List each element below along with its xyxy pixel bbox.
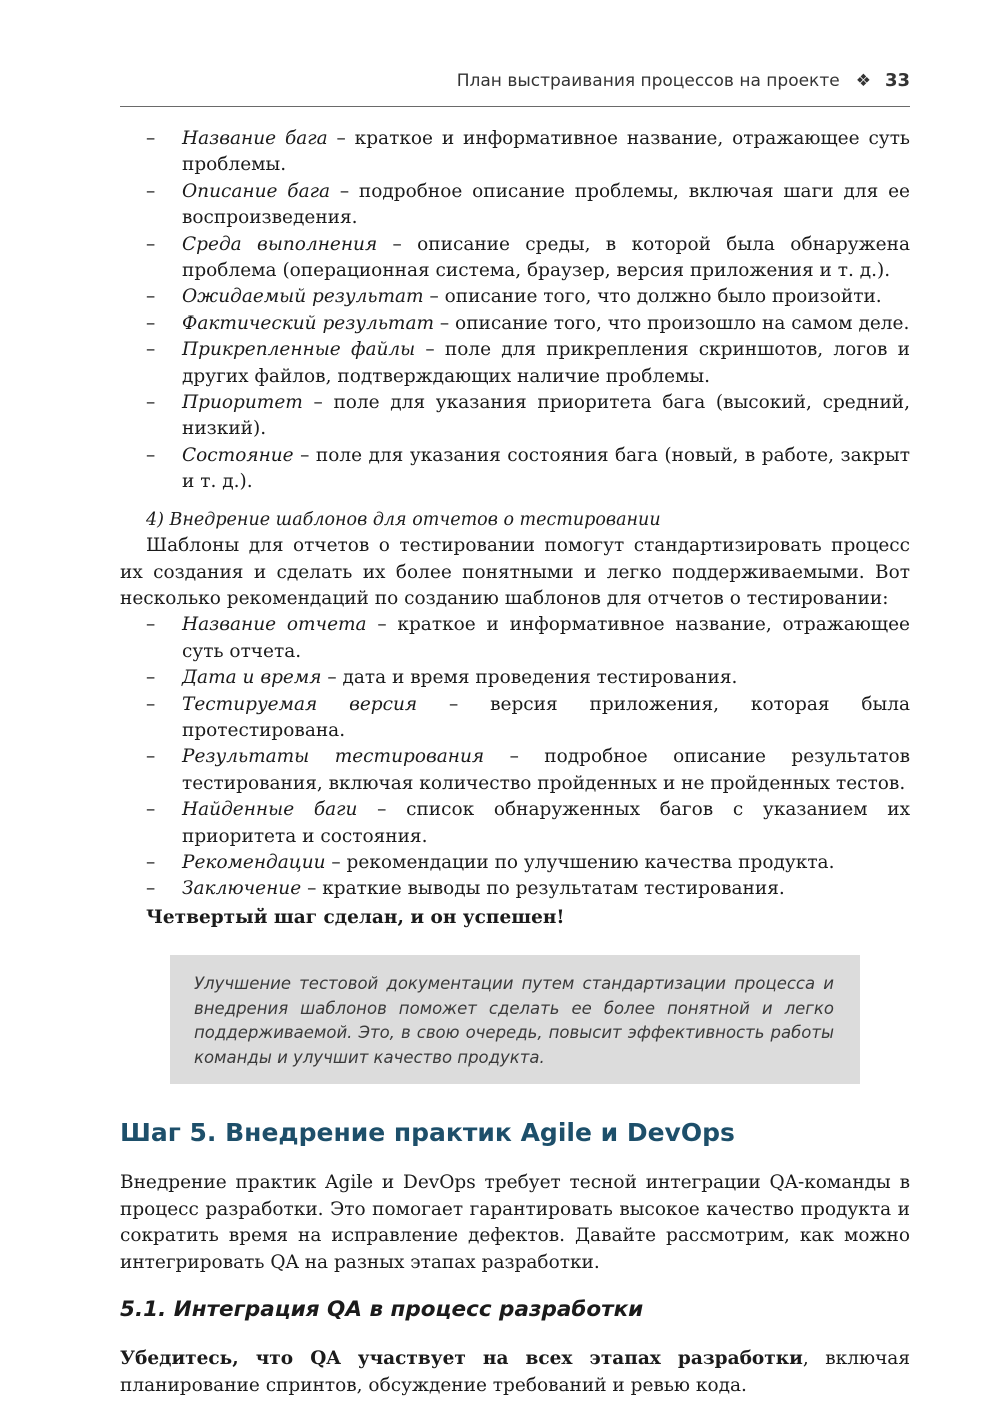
step-5-paragraph: Внедрение практик Agile и DevOps требует тесной интеграции QA-команды в процесс разработки. Это помогает гарантировать высокое качество продукта и сократить время на исправление дефектов. Давайте рассмотрим, как можно интегрировать QA на разных этапах разработки. <box>120 1172 910 1273</box>
bug-fields-list <box>120 126 910 496</box>
list-item: – Фактический результат – описание того, что произошло на самом деле. <box>146 312 910 334</box>
note-box: Улучшение тестовой документации путем стандартизации процесса и внедрения шаблонов поможет сделать ее более понятной и легко поддерживаемой. Это, в свою очередь, повысит эффективность работы команды и улучшит качество продукта. <box>170 955 860 1083</box>
list-item: – Ожидаемый результат – описание того, что должно было произойти. <box>146 286 882 308</box>
list-item: – Описание бага – подробное описание проблемы, включая шаги для ее воспроизведения. <box>146 180 910 229</box>
section-4-heading: 4) Внедрение шаблонов для отчетов о тестировании <box>146 509 661 530</box>
list-item: – Результаты тестирования – подробное описание результатов тестирования, включая количество пройденных и не пройденных тестов. <box>146 746 910 794</box>
list-item: – Название бага – краткое и информативное название, отражающее суть проблемы. <box>146 128 910 176</box>
ornament-icon: ❖ <box>855 71 871 91</box>
report-fields-list <box>120 612 910 902</box>
list-item: – Тестируемая версия – версия приложения, которая была протестирована. <box>146 693 910 741</box>
running-header-title: План выстраивания процессов на проекте <box>456 71 840 91</box>
step-complete-line: Четвертый шаг сделан, и он успешен! <box>146 906 565 928</box>
list-item: – Состояние – поле для указания состояния бага (новый, в работе, закрыт и т. д.). <box>146 444 910 493</box>
list-item: – Заключение – краткие выводы по результатам тестирования. <box>146 878 785 900</box>
section-5-1-heading: 5.1. Интеграция QA в процесс разработки <box>120 1296 644 1322</box>
list-item: – Название отчета – краткое и информативное название, отражающее суть отчета. <box>146 614 910 662</box>
page-body <box>120 126 910 1399</box>
section-4-paragraph: Шаблоны для отчетов о тестировании помогут стандартизировать процесс их создания и сделать их более понятными и легко поддерживаемыми. Вот несколько рекомендаций по созданию шаблонов для отчетов о тестировании: <box>120 535 910 609</box>
list-item: – Найденные баги – список обнаруженных багов с указанием их приоритета и состояния. <box>146 799 910 847</box>
page-number: 33 <box>884 70 910 91</box>
emphasis-text: Убедитесь, что QA участвует на всех этапах разработки <box>120 1348 803 1370</box>
step-5-heading: Шаг 5. Внедрение практик Agile и DevOps <box>120 1117 735 1147</box>
list-item: – Прикрепленные файлы – поле для прикрепления скриншотов, логов и других файлов, подтверждающих наличие проблемы. <box>146 339 910 387</box>
section-5-1-paragraph <box>120 1346 910 1399</box>
list-item: – Среда выполнения – описание среды, в которой была обнаружена проблема (операционная система, браузер, версия приложения и т. д.). <box>146 233 910 282</box>
list-item: – Дата и время – дата и время проведения тестирования. <box>146 667 738 689</box>
running-header <box>120 70 910 107</box>
list-item: – Рекомендации – рекомендации по улучшению качества продукта. <box>146 851 835 873</box>
section-5-1-text: , включая планирование спринтов, обсуждение требований и ревью кода. <box>120 1348 911 1396</box>
list-item: – Приоритет – поле для указания приоритета бага (высокий, средний, низкий). <box>146 392 910 440</box>
